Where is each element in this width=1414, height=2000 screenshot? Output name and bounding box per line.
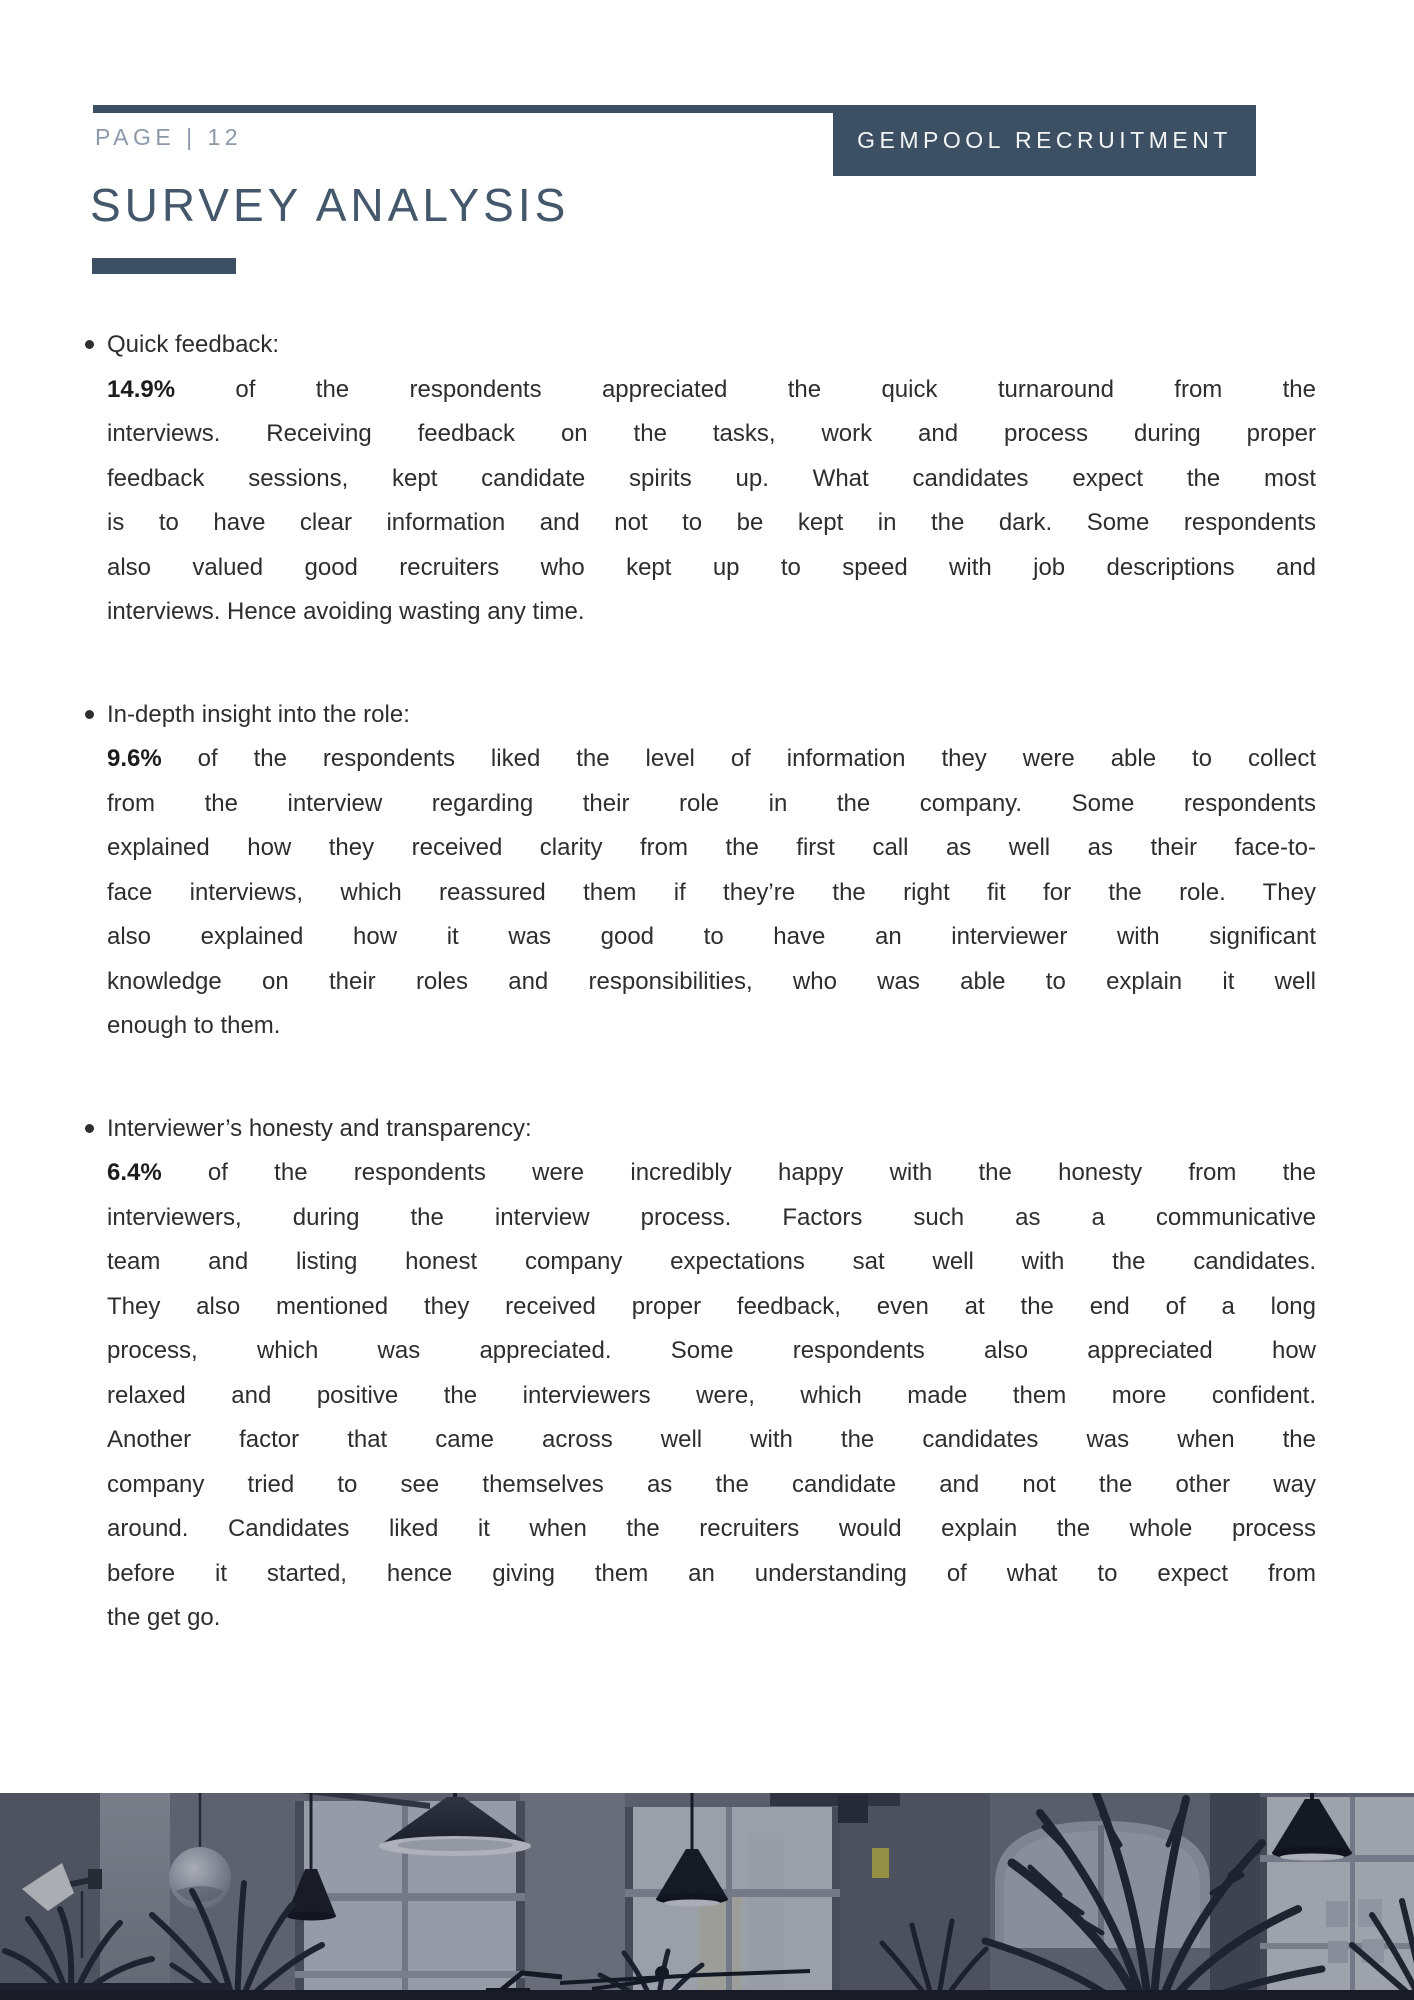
paragraph-line: also explained how it was good to have an interviewer with significant bbox=[107, 923, 1316, 950]
page-number-label: PAGE | 12 bbox=[95, 124, 243, 150]
paragraph-line: They also mentioned they received proper feedback, even at the end of a long bbox=[107, 1292, 1316, 1320]
paragraph-line: is to have clear information and not to be kept in the dark. Some respondents bbox=[107, 509, 1316, 536]
stat-value: 14.9% bbox=[107, 375, 176, 403]
paragraph-line: interviewers, during the interview process. Factors such as a communicative bbox=[107, 1203, 1316, 1231]
survey-analysis-list bbox=[85, 323, 1316, 1641]
photo-overlay bbox=[0, 1793, 1414, 2000]
paragraph-line: explained how they received clarity from the first call as well as their face-to- bbox=[107, 834, 1316, 861]
bullet-heading: Interviewer’s honesty and transparency: bbox=[107, 1114, 532, 1142]
footer-photo-illustration bbox=[0, 1793, 1414, 2000]
paragraph-text: of the respondents liked the level of information they were able to collect bbox=[161, 745, 1316, 772]
paragraph-line: team and listing honest company expectations sat well with the candidates. bbox=[107, 1248, 1316, 1275]
bullet-item-quick-feedback bbox=[85, 323, 1316, 635]
footer-photo bbox=[0, 1793, 1414, 2000]
paragraph-line: Another factor that came across well with the candidates was when the bbox=[107, 1426, 1316, 1453]
stat-value: 6.4% bbox=[107, 1159, 162, 1186]
paragraph-line: interviews. Hence avoiding wasting any time. bbox=[107, 598, 585, 625]
page-title: SURVEY ANALYSIS bbox=[90, 179, 570, 231]
brand-label: GEMPOOL RECRUITMENT bbox=[857, 127, 1232, 153]
paragraph-line: knowledge on their roles and responsibilities, who was able to explain it well bbox=[107, 967, 1316, 995]
bullet-item-honesty-transparency bbox=[85, 1107, 1316, 1641]
paragraph-line: from the interview regarding their role in the company. Some respondents bbox=[107, 789, 1316, 817]
paragraph-line: before it started, hence giving them an understanding of what to expect from bbox=[107, 1559, 1316, 1587]
bullet-heading: In-depth insight into the role: bbox=[107, 700, 410, 728]
paragraph-text: of the respondents were incredibly happy with the honesty from the bbox=[161, 1159, 1316, 1186]
paragraph-line: relaxed and positive the interviewers were, which made them more confident. bbox=[107, 1381, 1316, 1409]
bullet-heading: Quick feedback: bbox=[107, 331, 280, 358]
brand-banner bbox=[833, 105, 1256, 176]
paragraph-line: around. Candidates liked it when the recruiters would explain the whole process bbox=[107, 1515, 1316, 1542]
paragraph-line bbox=[107, 737, 1316, 782]
paragraph-line: process, which was appreciated. Some respondents also appreciated how bbox=[107, 1337, 1316, 1364]
paragraph-text: of the respondents appreciated the quick turnaround from the bbox=[175, 375, 1316, 403]
paragraph-line: also valued good recruiters who kept up to speed with job descriptions and bbox=[107, 553, 1316, 581]
paragraph-line: the get go. bbox=[107, 1604, 221, 1631]
stat-value: 9.6% bbox=[107, 745, 162, 772]
paragraph-line: face interviews, which reassured them if they’re the right fit for the role. They bbox=[107, 878, 1316, 906]
paragraph-line bbox=[107, 368, 1316, 413]
paragraph-line: enough to them. bbox=[107, 1012, 281, 1039]
paragraph-line bbox=[107, 1151, 1316, 1196]
bullet-item-role-insight bbox=[85, 693, 1316, 1049]
title-underline bbox=[92, 258, 236, 274]
paragraph-line: feedback sessions, kept candidate spirits up. What candidates expect the most bbox=[107, 464, 1316, 492]
paragraph-line: interviews. Receiving feedback on the tasks, work and process during proper bbox=[107, 420, 1316, 447]
paragraph-line: company tried to see themselves as the candidate and not the other way bbox=[107, 1470, 1316, 1498]
